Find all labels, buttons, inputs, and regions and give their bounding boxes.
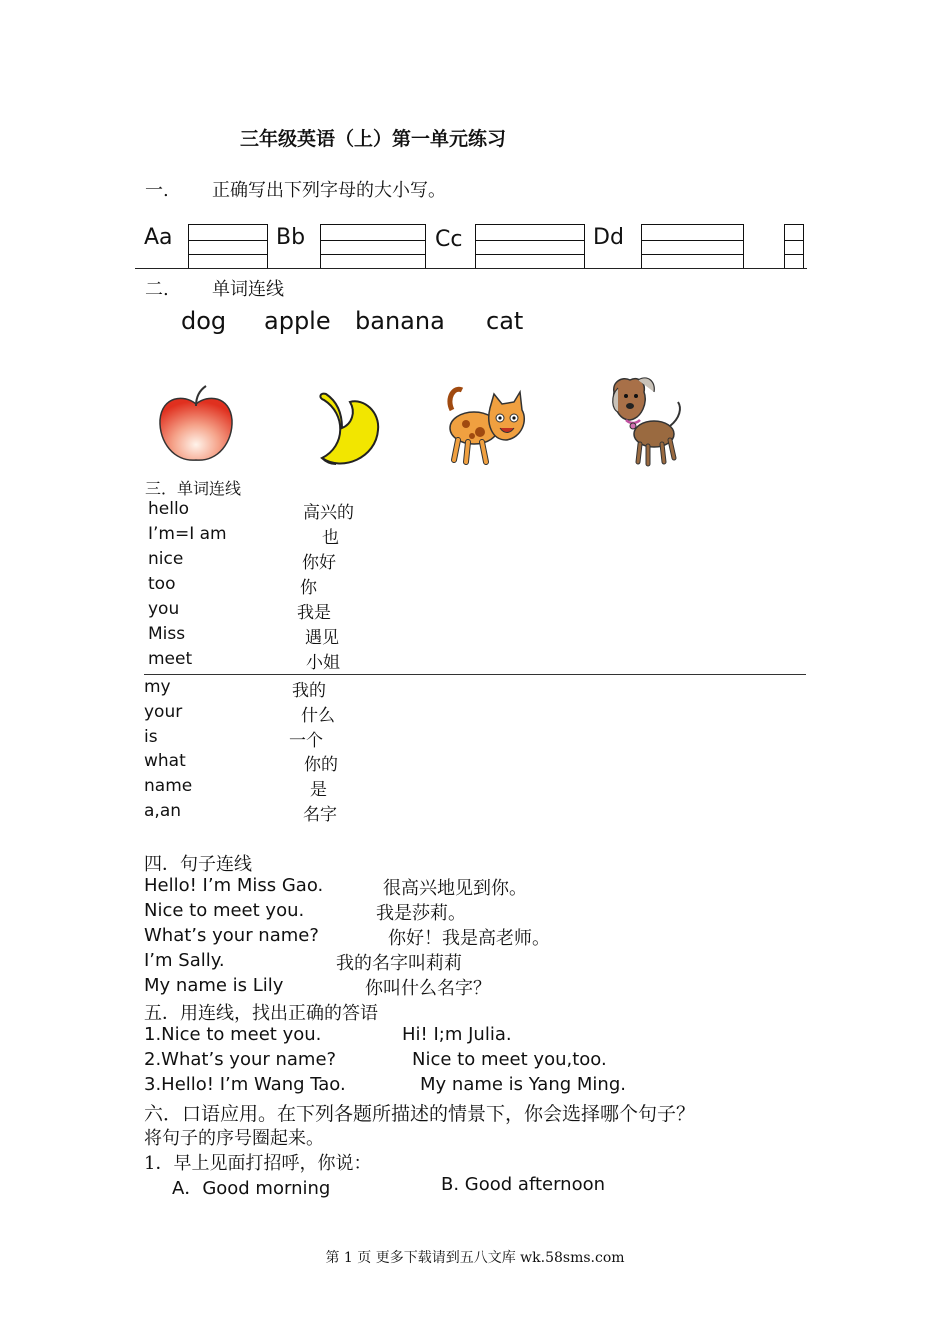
word-en-5: you bbox=[148, 599, 180, 619]
section2-number: 二. bbox=[145, 279, 169, 300]
word-zh-12: 是 bbox=[310, 780, 327, 800]
question-2: 2.What’s your name? bbox=[144, 1049, 337, 1070]
word-en-12: name bbox=[144, 776, 193, 796]
word-zh-3: 你好 bbox=[302, 553, 336, 573]
section1-divider bbox=[135, 268, 807, 269]
writing-box-cc[interactable] bbox=[475, 224, 585, 269]
word-dog: dog bbox=[181, 307, 227, 335]
word-zh-9: 什么 bbox=[301, 706, 335, 726]
writing-box-dd[interactable] bbox=[641, 224, 744, 269]
word-zh-8: 我的 bbox=[292, 681, 326, 701]
sentence-zh-4: 我的名字叫莉莉 bbox=[336, 953, 462, 974]
word-zh-5: 我是 bbox=[297, 603, 331, 623]
word-zh-11: 你的 bbox=[304, 755, 338, 775]
word-banana: banana bbox=[355, 307, 445, 335]
section6-heading: 六．口语应用。在下列各题所描述的情景下，你会选择哪个句子？ bbox=[144, 1103, 696, 1125]
page-footer: 第 1 页 更多下载请到五八文库 wk.58sms.com bbox=[325, 1250, 625, 1266]
word-en-1: hello bbox=[148, 499, 190, 519]
section3-divider bbox=[144, 674, 806, 675]
sentence-en-3: What’s your name? bbox=[144, 925, 319, 946]
word-apple: apple bbox=[264, 307, 331, 335]
sentence-zh-1: 很高兴地见到你。 bbox=[383, 878, 527, 899]
writing-box-aa[interactable] bbox=[188, 224, 268, 269]
sentence-en-1: Hello! I’m Miss Gao. bbox=[144, 875, 324, 896]
word-en-6: Miss bbox=[148, 624, 186, 644]
answer-1: Hi! I;m Julia. bbox=[402, 1024, 512, 1045]
sentence-en-4: I’m Sally. bbox=[144, 950, 225, 971]
word-en-13: a,an bbox=[144, 801, 182, 821]
writing-box-bb[interactable] bbox=[320, 224, 426, 269]
letter-bb: Bb bbox=[276, 225, 306, 250]
letter-dd: Dd bbox=[593, 225, 624, 250]
word-en-8: my bbox=[144, 677, 171, 697]
word-zh-10: 一个 bbox=[289, 731, 323, 751]
word-zh-13: 名字 bbox=[303, 805, 337, 825]
word-en-7: meet bbox=[148, 649, 193, 669]
word-en-4: too bbox=[148, 574, 176, 594]
word-zh-1: 高兴的 bbox=[303, 503, 354, 523]
answer-3: My name is Yang Ming. bbox=[420, 1074, 626, 1095]
question-1: 1.Nice to meet you. bbox=[144, 1024, 322, 1045]
sentence-zh-3: 你好！我是高老师。 bbox=[388, 928, 550, 949]
word-zh-6: 遇见 bbox=[305, 628, 339, 648]
word-cat: cat bbox=[486, 307, 524, 335]
banana-icon bbox=[312, 388, 384, 470]
option-a[interactable]: A．Good morning bbox=[172, 1178, 331, 1199]
sentence-zh-5: 你叫什么名字？ bbox=[365, 978, 491, 999]
sentence-zh-2: 我是莎莉。 bbox=[376, 903, 466, 924]
section2-heading: 单词连线 bbox=[212, 279, 284, 300]
sentence-en-5: My name is Lily bbox=[144, 975, 284, 996]
word-en-2: I’m=I am bbox=[148, 524, 227, 544]
dog-icon bbox=[608, 374, 684, 468]
word-en-11: what bbox=[144, 751, 186, 771]
letter-cc: Cc bbox=[435, 227, 463, 252]
question-6-1: 1．早上见面打招呼，你说： bbox=[144, 1153, 372, 1174]
word-en-10: is bbox=[144, 727, 158, 747]
word-en-9: your bbox=[144, 702, 183, 722]
cat-icon bbox=[444, 380, 532, 468]
word-en-3: nice bbox=[148, 549, 184, 569]
section3-heading: 三．单词连线 bbox=[145, 479, 242, 498]
sentence-en-2: Nice to meet you. bbox=[144, 900, 305, 921]
section6-instruction: 将句子的序号圈起来。 bbox=[144, 1128, 324, 1149]
letter-aa: Aa bbox=[144, 225, 173, 250]
section1-heading: 正确写出下列字母的大小写。 bbox=[212, 180, 446, 201]
apple-icon bbox=[156, 382, 236, 464]
section4-heading: 四．句子连线 bbox=[144, 854, 252, 875]
question-3: 3.Hello! I’m Wang Tao. bbox=[144, 1074, 346, 1095]
section5-heading: 五．用连线，找出正确的答语 bbox=[144, 1003, 378, 1024]
writing-box-extra[interactable] bbox=[784, 224, 804, 269]
page-title: 三年级英语（上）第一单元练习 bbox=[240, 128, 507, 150]
option-b[interactable]: B. Good afternoon bbox=[441, 1174, 606, 1195]
word-zh-4: 你 bbox=[300, 578, 317, 598]
section1-number: 一. bbox=[145, 180, 169, 201]
answer-2: Nice to meet you,too. bbox=[412, 1049, 607, 1070]
word-zh-7: 小姐 bbox=[306, 653, 340, 673]
word-zh-2: 也 bbox=[322, 528, 339, 548]
